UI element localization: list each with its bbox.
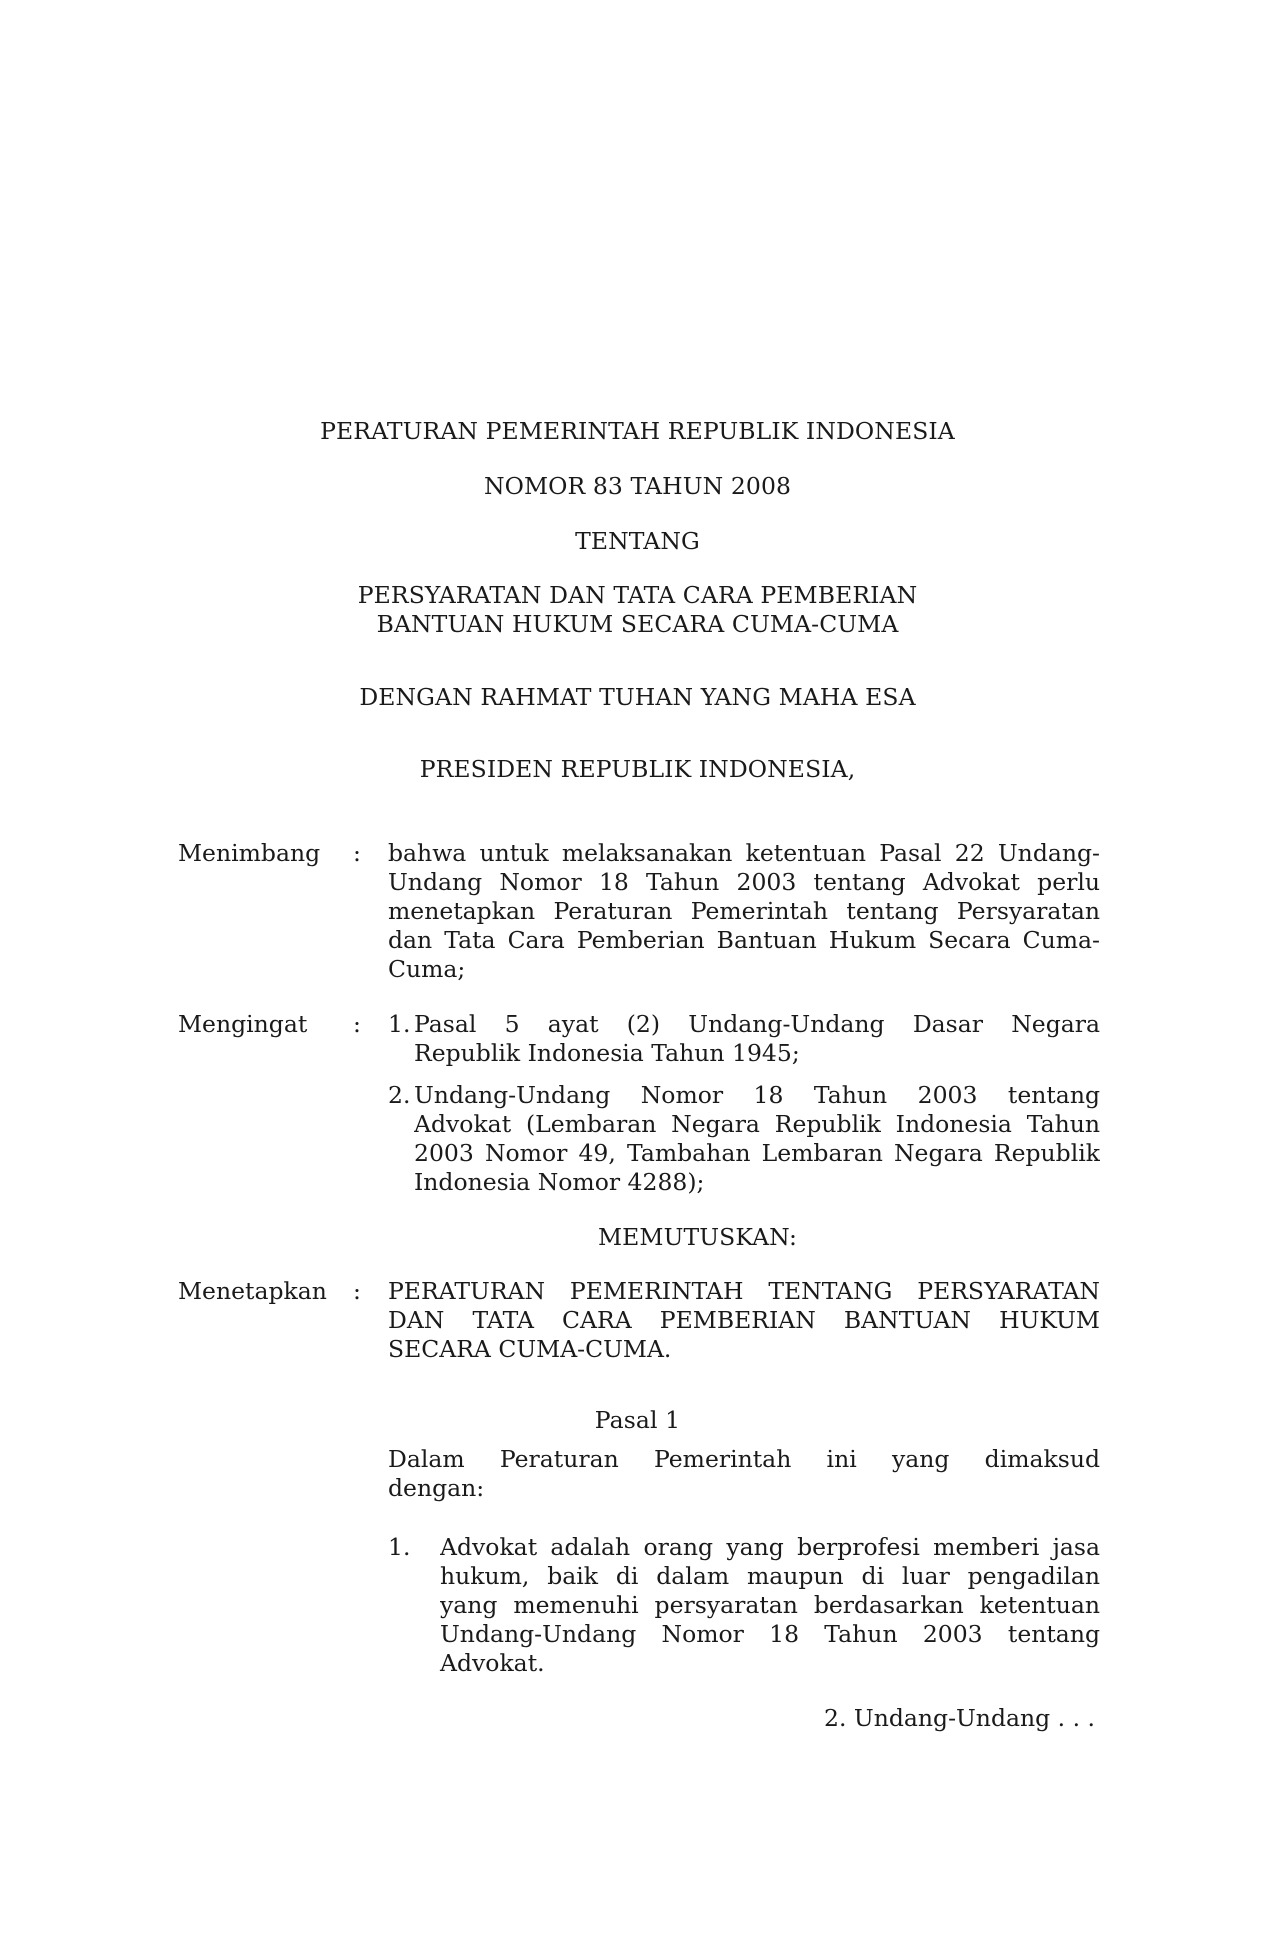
subject-line-2: BANTUAN HUKUM SECARA CUMA-CUMA [376,610,899,638]
mengingat-item-line: Pasal 5 ayat (2) Undang-Undang Dasar Negara [414,1010,1100,1038]
pasal-1-item-line: hukum, baik di dalam maupun di luar pengadilan [440,1562,1100,1590]
menimbang-line: dan Tata Cara Pemberian Bantuan Hukum Secara Cuma- [388,926,1100,954]
menimbang-colon: : [353,839,361,867]
menimbang-line: Cuma; [388,955,466,983]
mengingat-item-line: Republik Indonesia Tahun 1945; [414,1039,800,1067]
pasal-1-item-line: yang memenuhi persyaratan berdasarkan ketentuan [440,1591,1100,1619]
regulation-title: PERATURAN PEMERINTAH REPUBLIK INDONESIA [320,417,955,445]
pasal-1-item-line: Undang-Undang Nomor 18 Tahun 2003 tentang [440,1620,1100,1648]
pasal-1-item-line: Advokat adalah orang yang berprofesi memberi jasa [440,1533,1100,1561]
menimbang-label: Menimbang [178,839,321,867]
memutuskan-heading: MEMUTUSKAN: [598,1223,797,1251]
menetapkan-colon: : [353,1277,361,1305]
regulation-number: NOMOR 83 TAHUN 2008 [483,472,792,500]
mengingat-item-line: 2003 Nomor 49, Tambahan Lembaran Negara Republik [414,1139,1100,1167]
menimbang-line: Undang Nomor 18 Tahun 2003 tentang Advokat perlu [388,868,1100,896]
menimbang-line: bahwa untuk melaksanakan ketentuan Pasal 22 Undang- [388,839,1100,867]
menetapkan-line: PERATURAN PEMERINTAH TENTANG PERSYARATAN [388,1277,1100,1305]
mengingat-item-line: Undang-Undang Nomor 18 Tahun 2003 tentang [414,1081,1100,1109]
page-continuation: 2. Undang-Undang . . . [824,1704,1095,1732]
president-heading: PRESIDEN REPUBLIK INDONESIA, [419,755,856,783]
mengingat-label: Mengingat [178,1010,308,1038]
subject-line-1: PERSYARATAN DAN TATA CARA PEMBERIAN [357,581,918,609]
pasal-1-item-number: 1. [388,1533,411,1561]
pasal-1-intro-line: dengan: [388,1474,485,1502]
mengingat-item-number: 1. [388,1010,411,1038]
grace-heading: DENGAN RAHMAT TUHAN YANG MAHA ESA [359,683,916,711]
mengingat-item-number: 2. [388,1081,411,1109]
mengingat-colon: : [353,1010,361,1038]
menetapkan-line: DAN TATA CARA PEMBERIAN BANTUAN HUKUM [388,1306,1100,1334]
mengingat-item-line: Advokat (Lembaran Negara Republik Indonesia Tahun [414,1110,1100,1138]
tentang-heading: TENTANG [575,527,700,555]
menetapkan-label: Menetapkan [178,1277,327,1305]
menimbang-line: menetapkan Peraturan Pemerintah tentang Persyaratan [388,897,1100,925]
pasal-1-heading: Pasal 1 [594,1406,681,1434]
menetapkan-line: SECARA CUMA-CUMA. [388,1335,672,1363]
pasal-1-intro-line: Dalam Peraturan Pemerintah ini yang dimaksud [388,1445,1100,1473]
pasal-1-item-line: Advokat. [440,1649,545,1677]
mengingat-item-line: Indonesia Nomor 4288); [414,1168,705,1196]
